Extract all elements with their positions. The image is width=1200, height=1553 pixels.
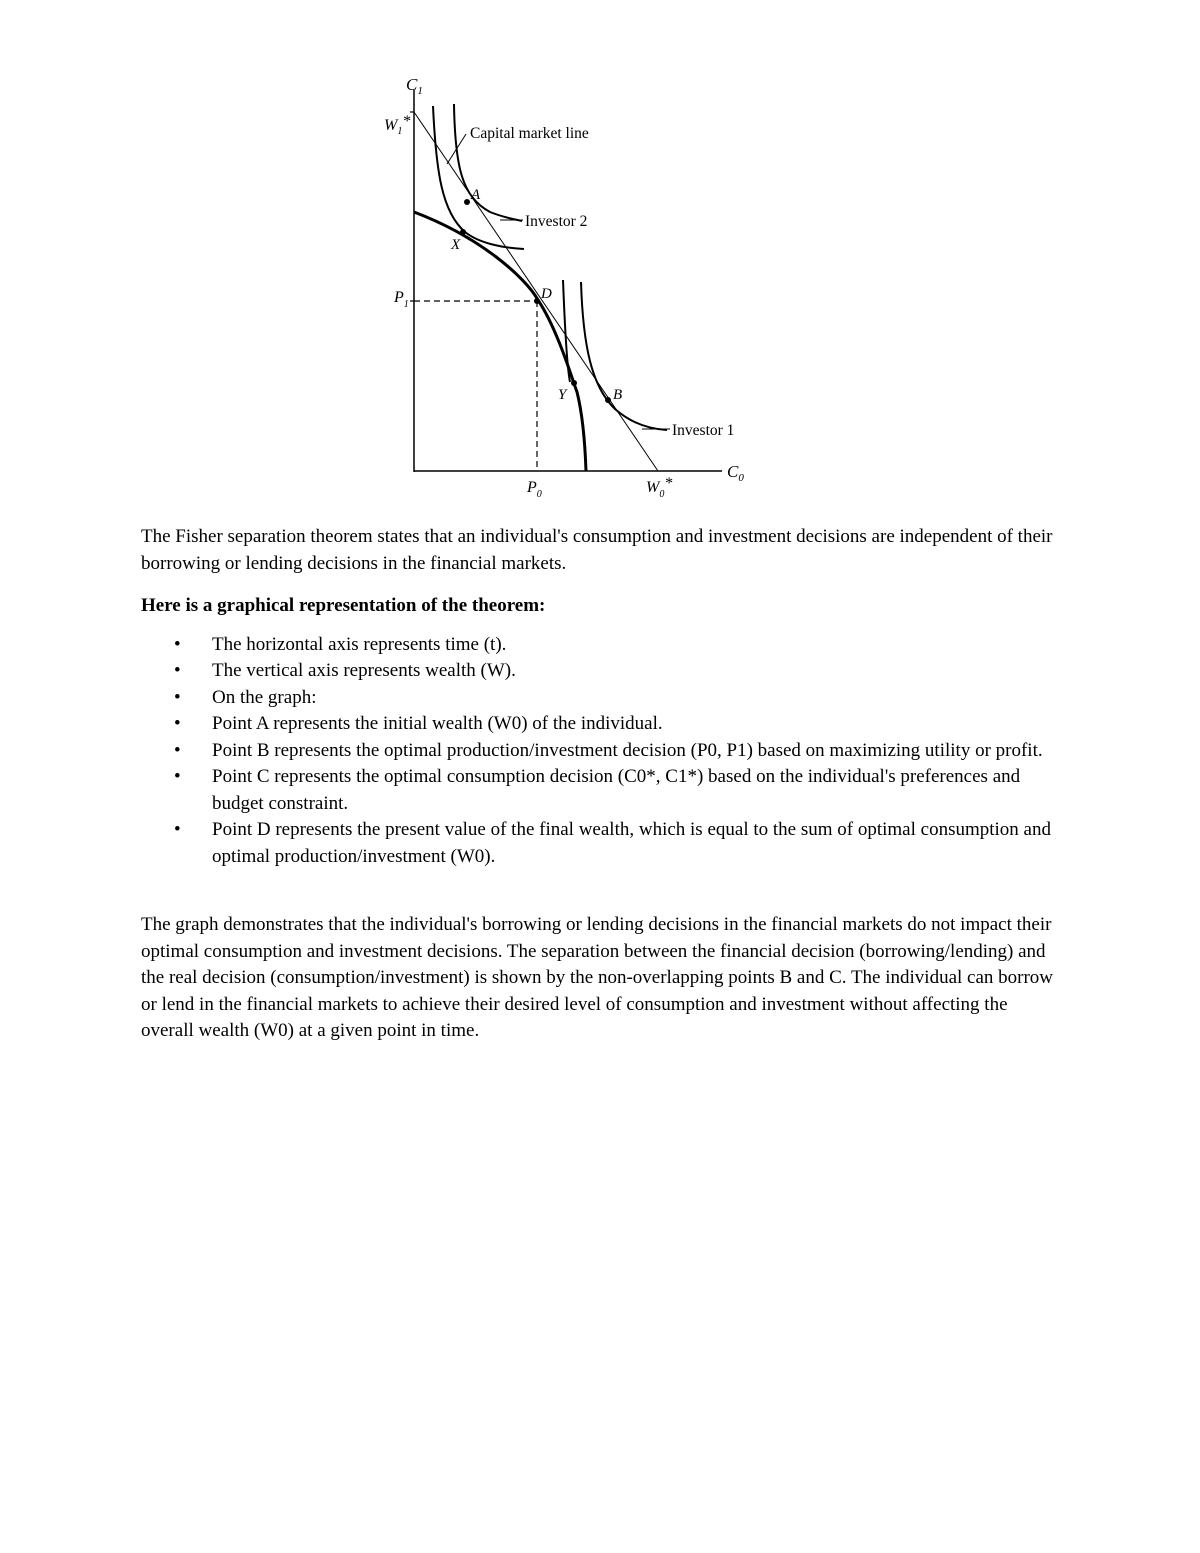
document-body (141, 524, 1061, 1045)
investor2-label: Investor 2 (525, 213, 588, 230)
graph-svg (370, 62, 820, 512)
point-d-marker (534, 298, 540, 304)
point-b-marker (605, 397, 611, 403)
point-x-marker (460, 229, 466, 235)
point-d-label: D (541, 286, 552, 302)
point-y-label: Y (558, 387, 567, 403)
section-heading: Here is a graphical representation of the theorem: (141, 595, 546, 616)
conclusion-paragraph: The graph demonstrates that the individual's borrowing or lending decisions in the financial markets do not impact their optimal consumption and investment decisions. The separation between the financial decision (borrowing/lending) and the real decision (consumption/investment) is shown by the non-overlapping points B and C. The individual can borrow or lend in the financial markets to achieve their desired level of consumption and investment without affecting the overall wealth (W0) at a given point in time. (141, 914, 1054, 1041)
production-opportunity-curve (414, 212, 586, 471)
w0-star-label: $W_0*$ (646, 475, 673, 500)
bullet-list (141, 632, 1061, 871)
list-item: • Point D represents the present value of the final wealth, which is equal to the sum of optimal consumption and optimal production/investment (W0). (141, 817, 1061, 870)
p1-label: $P_1$ (394, 289, 409, 310)
point-x-label: X (451, 237, 461, 253)
p0-label: $P_0$ (527, 479, 542, 500)
list-item: • The horizontal axis represents time (t). (141, 632, 1061, 659)
list-item: • Point C represents the optimal consumption decision (C0*, C1*) based on the individual's preferences and budget constraint. (141, 764, 1061, 817)
point-a-label: A (471, 187, 481, 203)
w1-star-label: $W_1*$ (384, 113, 411, 137)
point-a-marker (464, 199, 470, 205)
x-axis-label: $C_0$ (727, 462, 744, 484)
investor1-label: Investor 1 (672, 422, 735, 439)
intro-paragraph: The Fisher separation theorem states that an individual's consumption and investment decisions are independent of their borrowing or lending decisions in the financial markets. (141, 526, 1053, 574)
capital-market-line-label: Capital market line (470, 125, 589, 142)
point-b-label: B (613, 387, 623, 403)
list-item: • Point A represents the initial wealth (W0) of the individual. (141, 711, 1061, 738)
list-item: • Point B represents the optimal production/investment decision (P0, P1) based on maximizing utility or profit. (141, 738, 1061, 765)
list-item: • The vertical axis represents wealth (W). (141, 658, 1061, 685)
fisher-separation-graph (370, 62, 820, 512)
list-item: • On the graph: (141, 685, 1061, 712)
y-axis-label: $C_1$ (406, 75, 423, 97)
investor1-curve-high (581, 282, 667, 430)
investor2-curve-high (454, 104, 522, 221)
investor1-curve-low (563, 280, 570, 382)
capital-market-line (414, 112, 658, 471)
point-y-marker (571, 380, 577, 386)
